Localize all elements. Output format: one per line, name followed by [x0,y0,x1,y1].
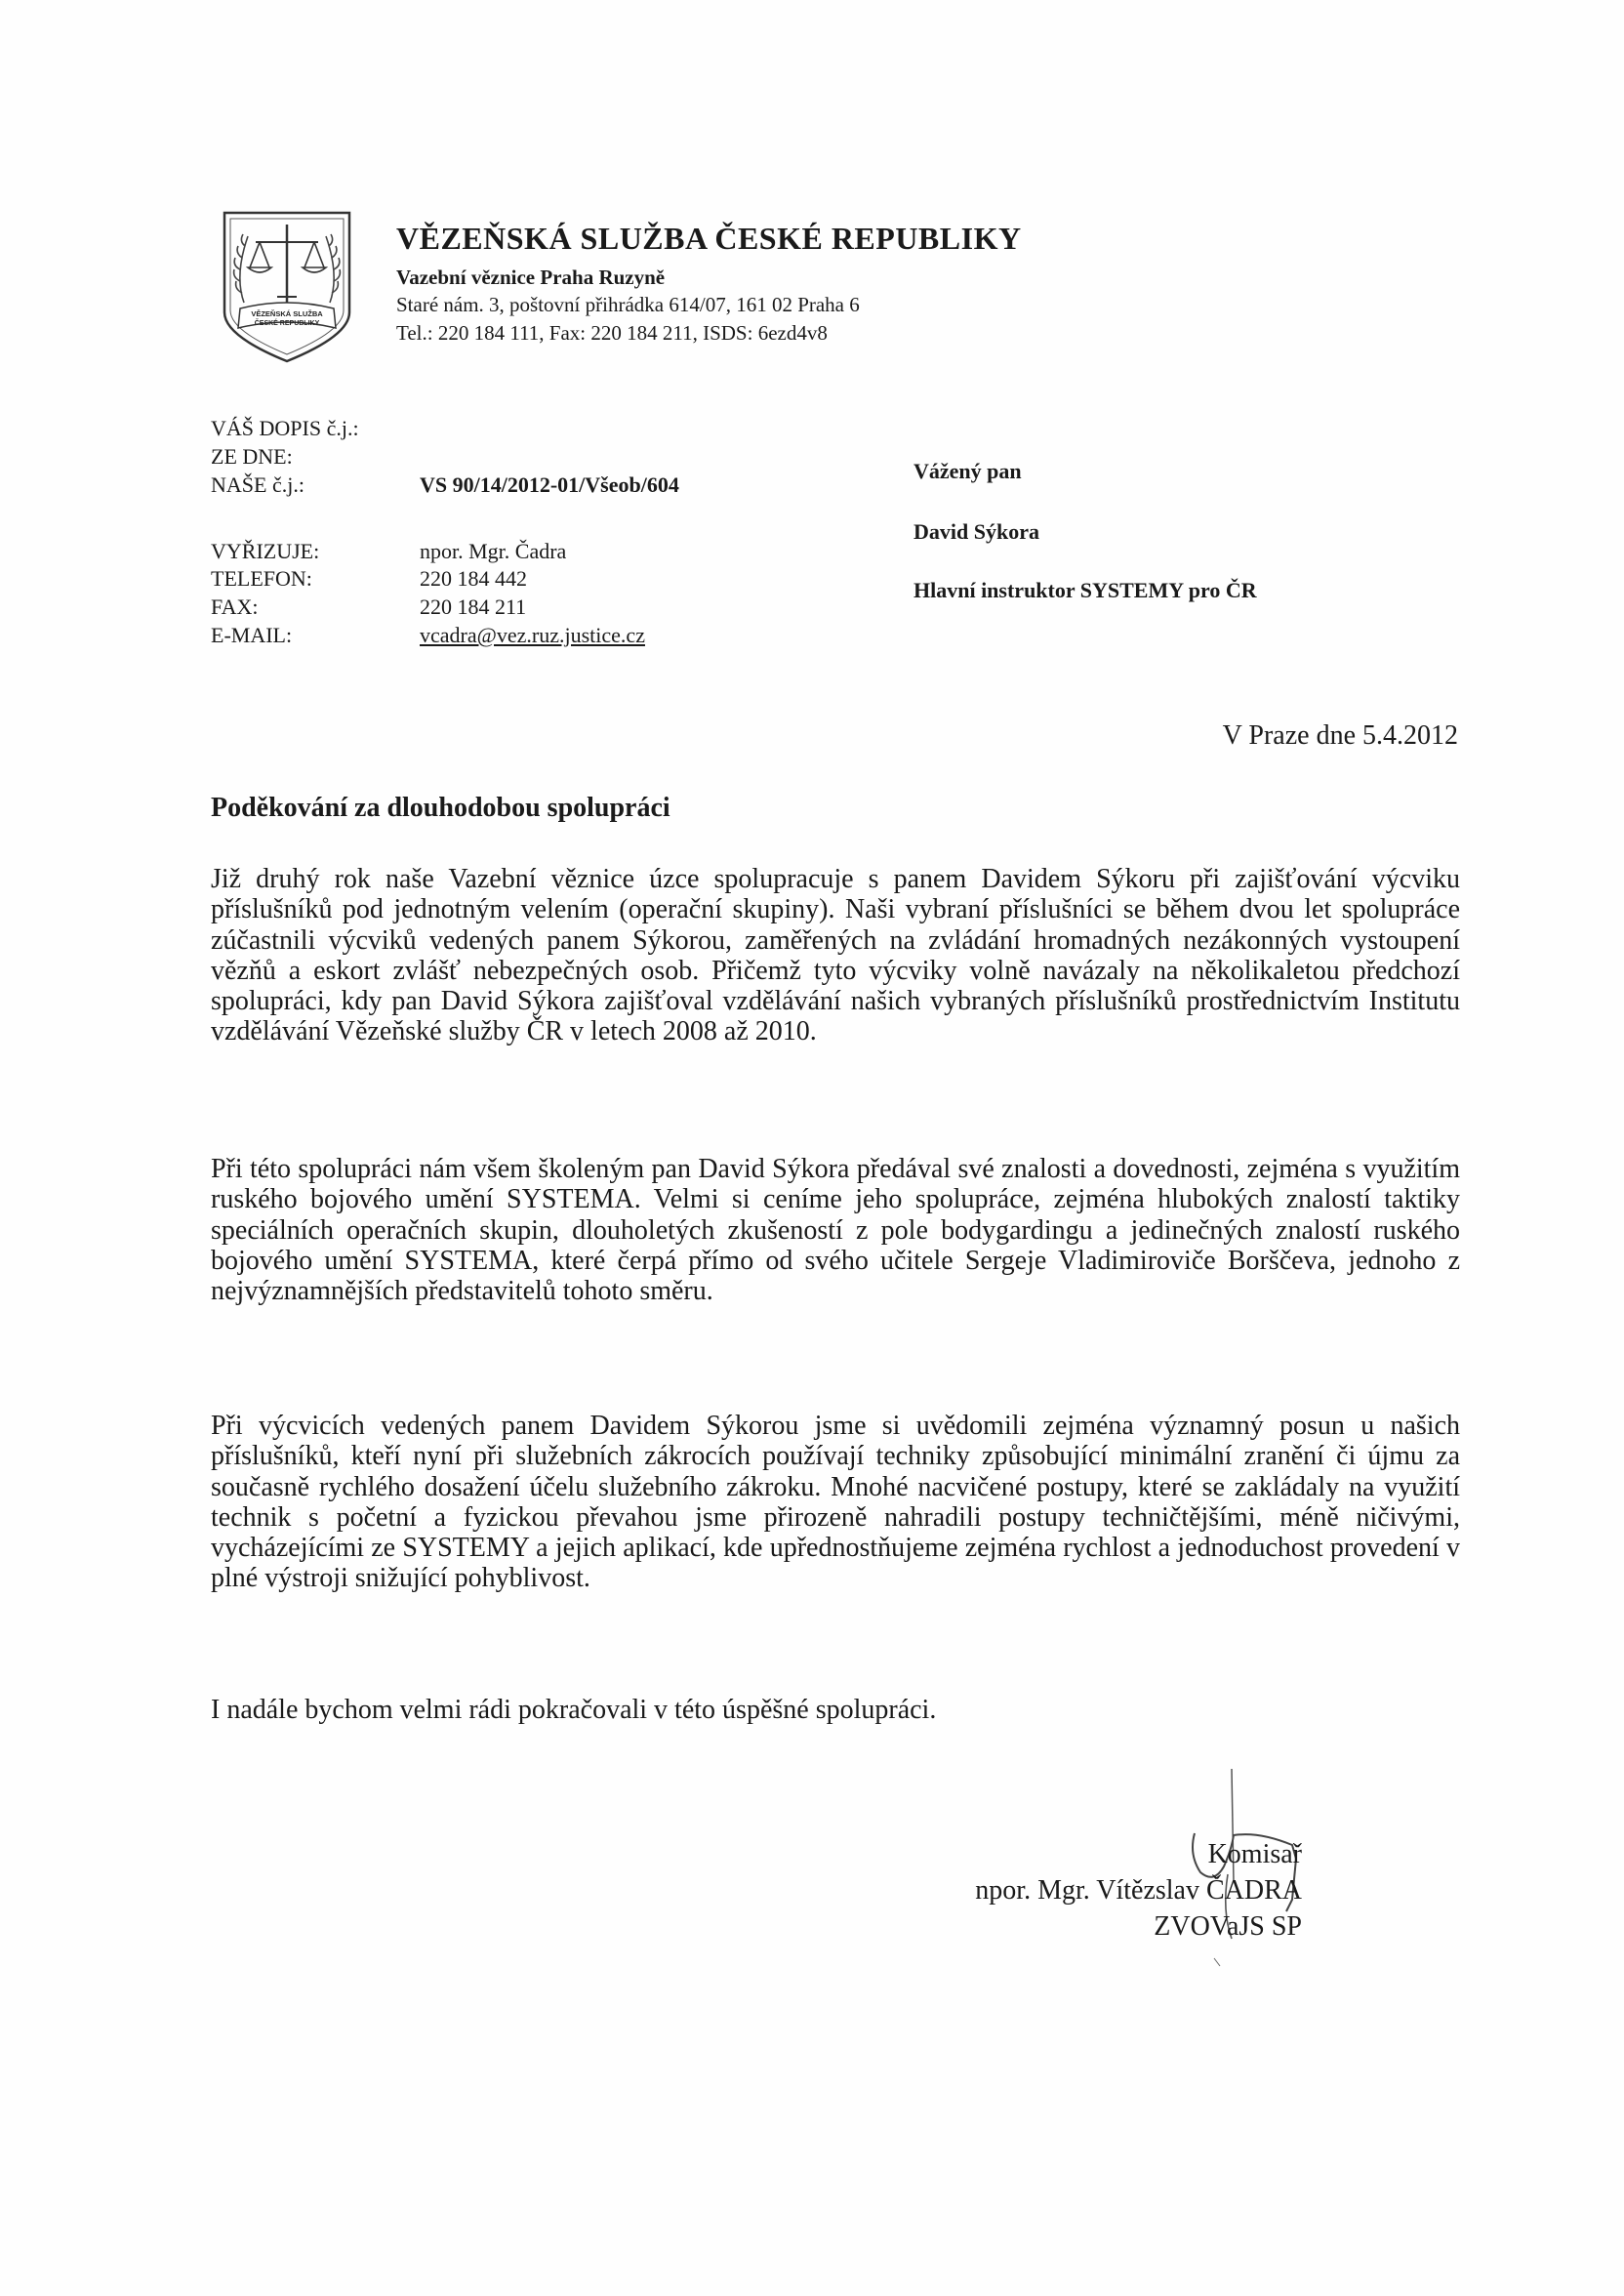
email-link[interactable]: vcadra@vez.ruz.justice.cz [420,623,645,647]
org-address: Staré nám. 3, poštovní přihrádka 614/07, 161 02 Praha 6 [396,293,860,316]
org-contact: Tel.: 220 184 111, Fax: 220 184 211, ISDS: 6ezd4v8 [396,321,828,345]
body-paragraph: Při výcvicích vedených panem Davidem Sýkorou jsme si uvědomili zejména významný posun u našich příslušníků, kteří nyní při služebních zákrocích používají techniky způsobující minimální zranění či újmu za současně rychlého dosažení účelu služebního zákroku. Mnohé nacvičené postupy, které se zakládaly na využití technik s početní a fyzickou převahou jsme přirozeně nahradili postupy techničtějšími, méně ničivými, vycházejícími ze SYSTEMY a jejich aplikací, kde upřednostňujeme zejména rychlost a jednoduchost provedení v plné výstroji snižující pohyblivost. [211,1411,1460,1594]
phone-value: 220 184 442 [420,566,527,591]
letter-date: V Praze dne 5.4.2012 [1222,720,1458,751]
dated-label: ZE DNE: [211,444,293,469]
your-letter-label: VÁŠ DOPIS č.j.: [211,416,359,440]
addressee-name: David Sýkora [914,519,1039,544]
our-ref-label: NAŠE č.j.: [211,472,304,497]
handled-by-value: npor. Mgr. Čadra [420,539,567,563]
email-label: E-MAIL: [211,623,293,647]
addressee-role: Hlavní instruktor SYSTEMY pro ČR [914,578,1257,602]
scales-of-justice-emblem-icon [215,207,359,365]
fax-value: 220 184 211 [420,594,527,619]
org-sub-unit: Vazební věznice Praha Ruzyně [396,266,666,289]
org-name: VĚZEŇSKÁ SLUŽBA ČESKÉ REPUBLIKY [396,221,1022,256]
emblem-text-bottom: ČESKÉ REPUBLIKY [254,320,320,327]
our-ref-value: VS 90/14/2012-01/Všeob/604 [420,472,679,497]
prison-service-emblem [215,207,359,365]
signatory-title: Komisař [1207,1839,1302,1869]
signatory-name: npor. Mgr. Vítězslav ČADRA [975,1875,1302,1906]
phone-label: TELEFON: [211,566,312,591]
body-paragraph: Již druhý rok naše Vazební věznice úzce spolupracuje s panem Davidem Sýkoru při zajišťování výcviku příslušníků pod jednotným velením (operační skupiny). Naši vybraní příslušníci se během dvou let spolupráce zúčastnili výcviků vedených panem Sýkorou, zaměřených na zvládání hromadných nezákonných vystoupení vězňů a eskort zvlášť nebezpečných osob. Přičemž tyto výcviky volně navázaly na několikaletou předchozí spolupráci, kdy pan David Sýkora zajišťoval vzdělávání našich vybraných příslušníků prostřednictvím Institutu vzdělávání Vězeňské služby ČR v letech 2008 až 2010. [211,864,1460,1047]
body-paragraph: Při této spolupráci nám všem školeným pan David Sýkora předával své znalosti a dovednosti, zejména s využitím ruského bojového umění SYSTEMA. Velmi si ceníme jeho spolupráce, zejména hlubokých znalostí taktiky speciálních operačních skupin, dlouholetých zkušeností z pole bodygardingu a jedinečných znalostí ruského bojového umění SYSTEMA, které čerpá přímo od svého učitele Sergeje Vladimiroviče Borščeva, jednoho z nejvýznamnějších představitelů tohoto směru. [211,1154,1460,1307]
emblem-text-top: VĚZEŇSKÁ SLUŽBA [251,309,323,318]
body-paragraph: I nadále bychom velmi rádi pokračovali v této úspěšné spolupráci. [211,1695,937,1725]
fax-label: FAX: [211,594,259,619]
addressee-salutation: Vážený pan [914,459,1022,483]
handled-by-label: VYŘIZUJE: [211,539,320,563]
signatory-unit: ZVOVaJS SP [1154,1911,1302,1942]
letter-subject: Poděkování za dlouhodobou spolupráci [211,793,670,823]
